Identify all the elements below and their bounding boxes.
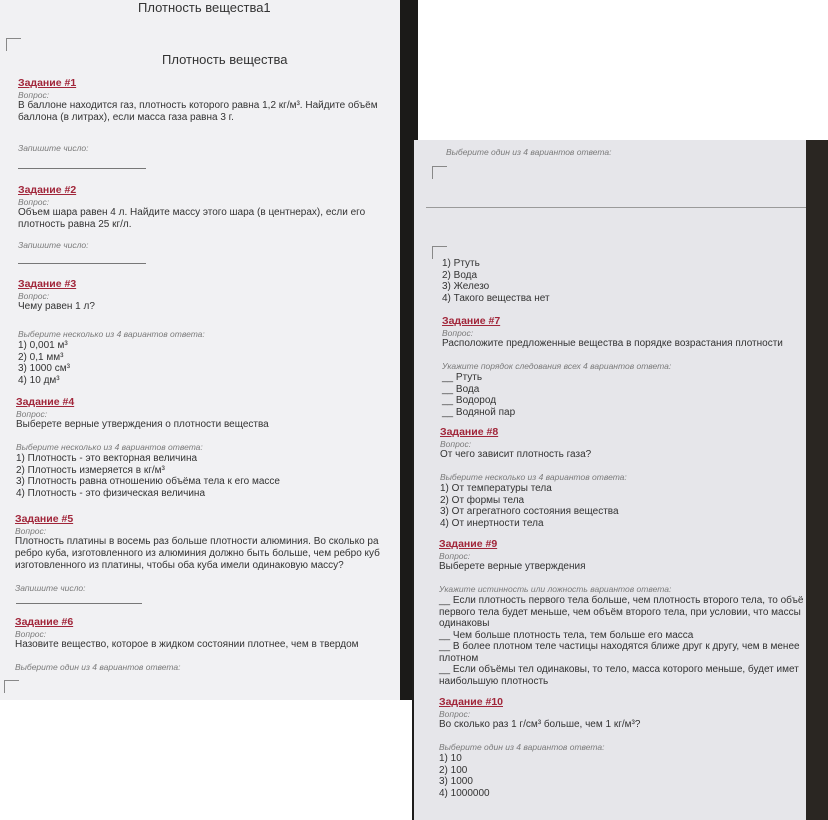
answer-instruction: Выберите несколько из 4 вариантов ответа: [16,442,203,452]
order-option[interactable]: __ Водород [442,395,497,406]
answer-instruction: Укажите истинность или ложность вариантов ответа: [439,584,672,594]
statement-line: одинаковы [439,618,490,629]
question-label: Вопрос: [18,90,50,100]
question-8 [440,426,820,529]
question-6 [15,616,405,673]
statement-line[interactable]: __ Если плотность первого тела больше, чем плотность второго тела, то объё [439,595,804,606]
question-label: Вопрос: [439,709,471,719]
statement-line[interactable]: __ Чем больше плотность тела, тем больше его масса [439,629,694,641]
question-7 [442,315,822,418]
answer-option[interactable]: 1) Ртуть [442,258,480,269]
question-label: Вопрос: [16,409,48,419]
answer-instruction: Выберите несколько из 4 вариантов ответа: [18,329,205,339]
answer-option[interactable]: 3) Железо [442,281,490,292]
photo-background [806,140,828,820]
task-title: Задание #4 [16,396,75,408]
task-title: Задание #2 [18,184,77,196]
question-label: Вопрос: [18,291,50,301]
question-label: Вопрос: [15,629,47,639]
answer-instruction: Запишите число: [15,583,86,593]
task-title: Задание #7 [442,315,501,327]
statement-line: наибольшую плотность [439,675,549,687]
page-divider [426,207,806,208]
answer-option[interactable]: 2) 0,1 мм³ [18,351,64,363]
question-10 [439,696,819,799]
file-title: Плотность вещества1 [138,0,271,15]
task-title: Задание #10 [439,696,503,708]
question-6-options [442,258,812,304]
order-option[interactable]: __ Ртуть [442,372,483,383]
task-title: Задание #1 [18,77,77,89]
answer-option[interactable]: 1) 10 [439,753,462,764]
question-label: Вопрос: [442,328,474,338]
question-4 [16,396,400,499]
page-corner-mark [432,166,447,179]
question-9 [439,538,828,687]
answer-option[interactable]: 3) 1000 см³ [18,363,70,374]
question-text-line: ребро куба, изготовленного из алюминия должно быть больше, чем ребро куб [15,548,380,559]
answer-instruction: Укажите порядок следования всех 4 вариантов ответа: [442,361,672,371]
answer-option[interactable]: 2) Плотность измеряется в кг/м³ [16,464,165,476]
answer-option[interactable]: 3) От агрегатного состояния вещества [440,506,619,517]
question-text: Чему равен 1 л? [18,301,95,312]
answer-option[interactable]: 1) От температуры тела [440,483,552,494]
answer-option[interactable]: 4) Плотность - это физическая величина [16,487,206,499]
question-label: Вопрос: [18,197,50,207]
answer-option[interactable]: 2) Вода [442,269,478,281]
page-corner-mark [4,680,19,693]
answer-field-5[interactable] [16,603,142,604]
answer-instruction: Запишите число: [18,143,89,153]
answer-field-2[interactable] [18,263,146,264]
answer-option[interactable]: 4) Такого вещества нет [442,292,550,304]
answer-instruction: Запишите число: [18,240,89,250]
question-text: Расположите предложенные вещества в порядке возрастания плотности [442,338,783,349]
answer-option[interactable]: 4) От инертности тела [440,517,544,529]
question-6-continued [446,146,806,158]
answer-option[interactable]: 4) 10 дм³ [18,374,60,386]
answer-option[interactable]: 1) 0,001 м³ [18,340,68,351]
answer-option[interactable]: 2) 100 [439,764,468,776]
answer-instruction: Выберите один из 4 вариантов ответа: [15,662,181,672]
answer-instruction: Выберите один из 4 вариантов ответа: [439,742,605,752]
question-text-line: Плотность платины в восемь раз больше плотности алюминия. Во сколько ра [15,536,379,547]
test-title: Плотность вещества [162,52,288,67]
question-text: Выберете верные утверждения [439,561,586,572]
question-text: В баллоне находится газ, плотность которого равна 1,2 кг/м³. Найдите объём баллона (в литрах), если масса газа равна 3 г. [18,100,378,123]
task-title: Задание #8 [440,426,499,438]
question-text: От чего зависит плотность газа? [440,449,592,460]
question-text-line: изготовленного из платины, чтобы оба куба имели одинаковую массу? [15,560,344,571]
statement-line: плотном [439,652,479,664]
question-text: Во сколько раз 1 г/см³ больше, чем 1 кг/м³? [439,719,641,730]
question-text: Объем шара равен 4 л. Найдите массу этого шара (в центнерах), если его плотность равна 25 кг/л. [18,207,366,230]
task-title: Задание #5 [15,513,74,525]
left-page [0,0,408,700]
question-text: Назовите вещество, которое в жидком состоянии плотнее, чем в твердом [15,639,359,650]
question-1 [18,77,408,154]
answer-instruction: Выберите несколько из 4 вариантов ответа: [440,472,627,482]
statement-line[interactable]: __ В более плотном теле частицы находятся ближе друг к другу, чем в менее [439,641,800,652]
statement-line: первого тела будет меньше, чем объём второго тела, при условии, что массы [439,606,801,618]
question-2 [18,184,398,251]
answer-instruction: Выберите один из 4 вариантов ответа: [446,147,612,157]
answer-option[interactable]: 2) От формы тела [440,494,525,506]
question-3 [18,278,398,386]
question-5 [15,513,405,594]
question-label: Вопрос: [15,526,47,536]
task-title: Задание #6 [15,616,74,628]
task-title: Задание #9 [439,538,498,550]
task-title: Задание #3 [18,278,77,290]
statement-line[interactable]: __ Если объёмы тел одинаковы, то тело, масса которого меньше, будет имет [439,664,799,675]
right-page [414,140,828,820]
question-label: Вопрос: [440,439,472,449]
answer-option[interactable]: 3) Плотность равна отношению объёма тела к его массе [16,476,280,487]
answer-option[interactable]: 4) 1000000 [439,787,490,799]
order-option[interactable]: __ Водяной пар [442,406,516,418]
answer-option[interactable]: 1) Плотность - это векторная величина [16,453,198,464]
question-text: Выберете верные утверждения о плотности вещества [16,419,269,430]
page-corner-mark [6,38,21,51]
answer-field-1[interactable] [18,168,146,169]
answer-option[interactable]: 3) 1000 [439,776,473,787]
question-label: Вопрос: [439,551,471,561]
order-option[interactable]: __ Вода [442,383,480,395]
